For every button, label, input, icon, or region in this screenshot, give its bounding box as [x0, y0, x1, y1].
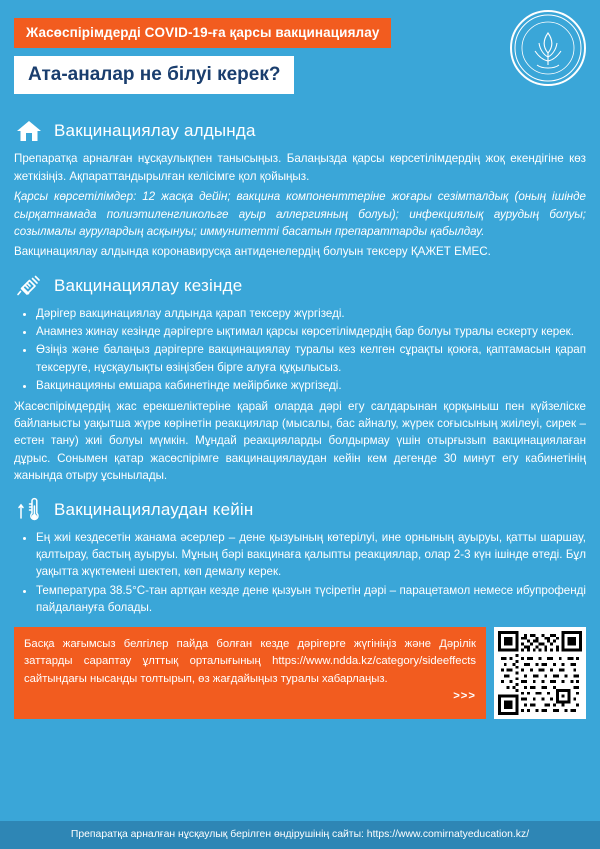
poster-header: [0, 0, 600, 100]
after-bullet-list: [14, 529, 586, 617]
before-antibody-note: Вакцинациялау алдында коронавирусқа антиденелердің болуын тексеру ҚАЖЕТ ЕМЕС.: [14, 245, 491, 259]
banner-orange: Жасөспірімдерді COVID-19-ға қарсы вакцинациялау: [14, 18, 391, 48]
list-item: • Анамнез жинау кезінде дәрігерге ықтимал қарсы көрсетілімдердің бар болуы туралы ескерту керек.: [36, 323, 586, 340]
list-item: • Температура 38.5°C-тан артқан кезде дене қызуын түсіретін дәрі – парацетамол немесе ибупрофенді пайдалануға болады.: [36, 582, 586, 617]
before-paragraph-1: Препаратқа арналған нұсқаулықпен танысыңыз. Балаңызда қарсы көрсетілімдердің жоқ екендігіне көз жеткізіңіз. Ақпараттандырылған келісімге қол қойыңыз.: [14, 152, 586, 183]
callout-arrows: >>>: [453, 690, 476, 703]
list-item: • Ең жиі кездесетін жанама әсерлер – дене қызуының көтерілуі, ине орнының ауыруы, қатты шаршау, қалтырау, бастың ауыруы. Мұның бәрі вакцинаға қалыпты реакциялар, олар 2-3 күн ішінде өтеді. Бұл уақытта жүктемені шектеп, көп демалу керек.: [36, 529, 586, 581]
callout-row: [14, 627, 586, 719]
syringe-icon: [14, 271, 44, 301]
home-icon: [14, 116, 44, 146]
report-side-effects-callout: [14, 627, 486, 719]
thermometer-icon: [14, 495, 44, 525]
qr-code[interactable]: [494, 627, 586, 719]
list-item: • Вакцинацияны емшара кабинетінде мейірбике жүргізеді.: [36, 377, 586, 394]
section-header-during: [14, 271, 586, 301]
poster-content: [0, 100, 600, 718]
section-header-before: [14, 116, 586, 146]
footer-manufacturer-link[interactable]: [0, 821, 600, 849]
footer-text: Препаратқа арналған нұсқаулық берілген өндірушінің сайты: https://www.comirnatyeducation.kz/: [70, 829, 530, 840]
section-header-after: [14, 495, 586, 525]
section-title: Вакцинациялау алдында: [54, 121, 256, 141]
callout-text: Басқа жағымсыз белгілер пайда болған кезде дәрігерге жүгініңіз және Дәрілік заттарды сараптау ұлттық орталығының https://www.ndda.kz/category/sideeffects сайтындағы нысанды толтырып, өз жағдайыңыз туралы хабарлаңыз.: [24, 637, 476, 685]
section-title: Вакцинациялаудан кейін: [54, 499, 254, 519]
during-bullet-list: [14, 305, 586, 395]
section-title: Вакцинациялау кезінде: [54, 275, 243, 295]
list-item: • Дәрігер вакцинациялау алдында қарап тексеру жүргізеді.: [36, 305, 586, 322]
during-paragraph-1: Жасөспірімдердің жас ерекшеліктеріне қарай оларда дәрі егу салдарынан қорқыныш пен күйзеліске байланысты уақытша жүре көрінетін реакциялар (мысалы, бас айналу, жүрек соғысының жиілеуі, сирек – естен тану) жиі болуы мүмкін. Мұндай реакцияларды болдырмау үшін отырғызып вакцинациялаған дұрыс. Сонымен қатар жасөспірімге вакцинациялаудан кейін кем дегенде 30 минут егу кабинетінің жанында отыру ұсынылады.: [14, 399, 586, 483]
banner-white: Ата-аналар не білуі керек?: [14, 56, 294, 95]
before-contraindications: Қарсы көрсетілімдер: 12 жасқа дейін; вакцина компоненттеріне жоғары сезімталдық (оның ішінде сырқатнамада полиэтиленгликольге ауыр аллергияның болуы); инфекциялық аурудың болуы; созылмалы аурулардың асқынуы; иммунитетті басатын препараттарды қабылдау.: [14, 190, 586, 238]
ministry-emblem-icon: [510, 10, 586, 86]
list-item: • Өзіңіз және балаңыз дәрігерге вакцинациялау туралы кез келген сұрақты қоюға, қаптамасын қарап тексеруге, нұсқаулықты өзіңізбен бірге алуға құқылысыз.: [36, 341, 586, 376]
